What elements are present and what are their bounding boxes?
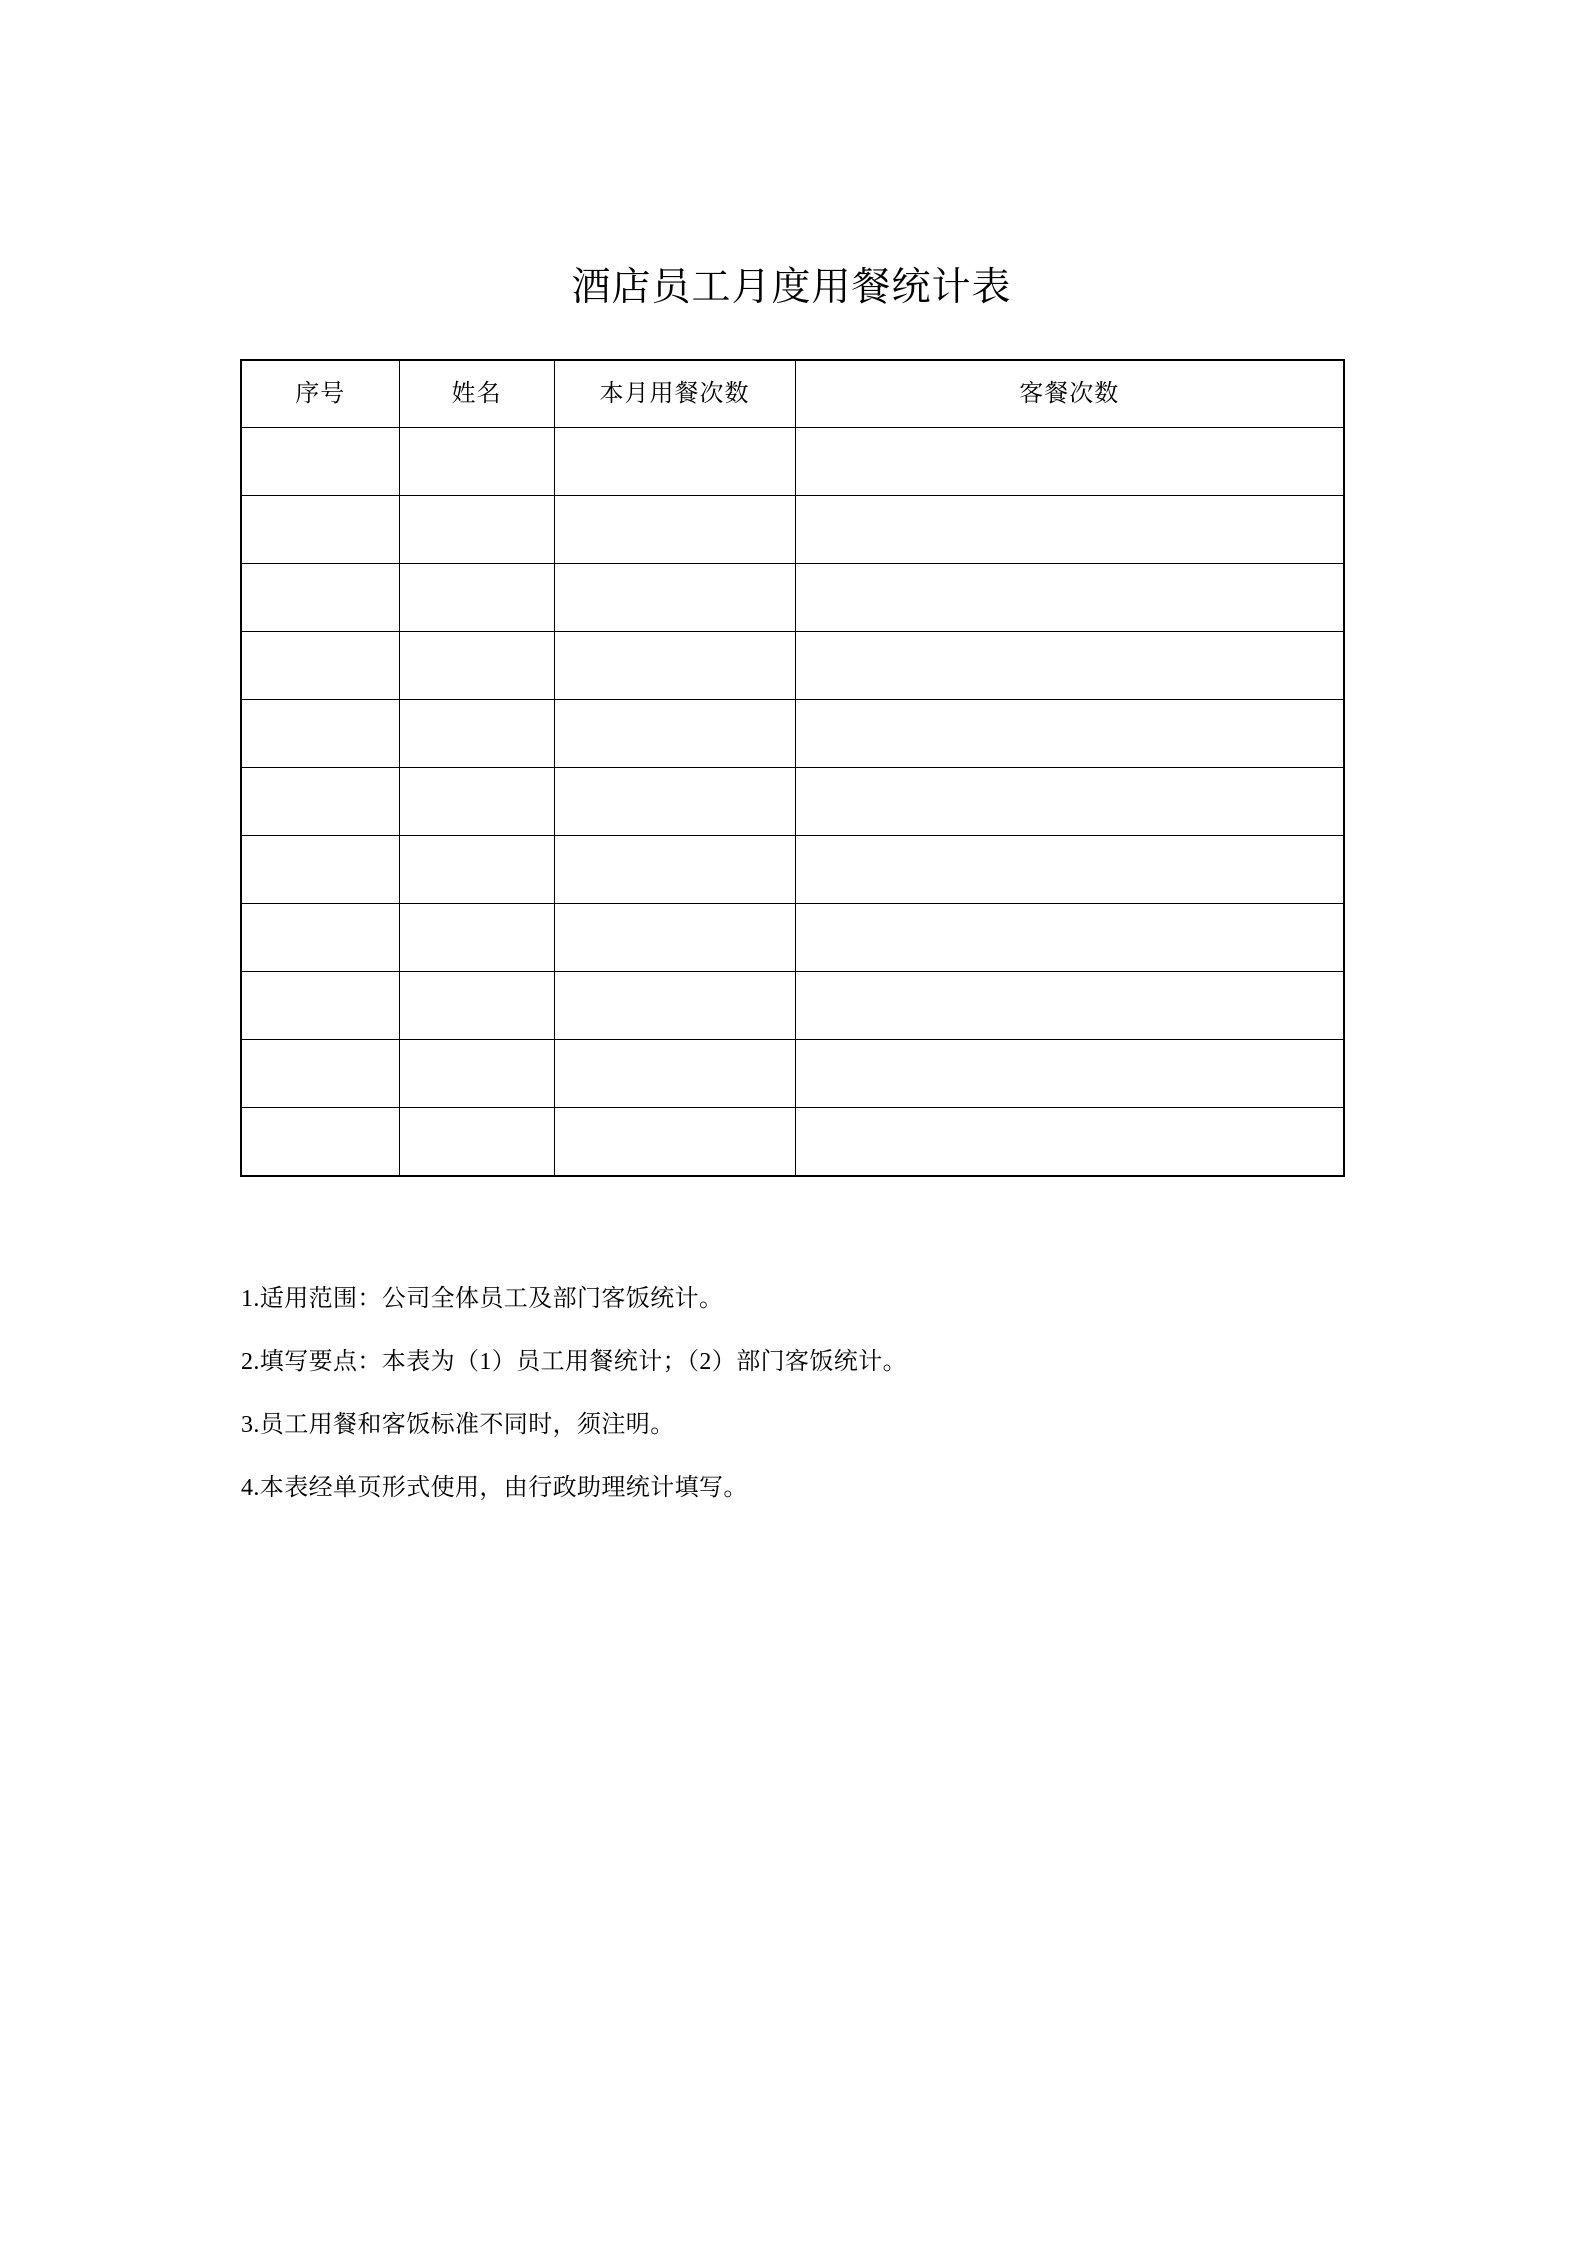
table-cell-name[interactable] bbox=[399, 564, 554, 632]
column-header-guest: 客餐次数 bbox=[795, 360, 1344, 428]
table-cell-guest[interactable] bbox=[795, 632, 1344, 700]
table-cell-meals[interactable] bbox=[554, 564, 795, 632]
table-cell-guest[interactable] bbox=[795, 768, 1344, 836]
table-row bbox=[241, 836, 1344, 904]
page-title: 酒店员工月度用餐统计表 bbox=[571, 266, 1012, 309]
table-cell-guest[interactable] bbox=[795, 972, 1344, 1040]
table-cell-seq[interactable] bbox=[241, 428, 399, 496]
table-row bbox=[241, 564, 1344, 632]
note-line: 4.本表经单页形式使用，由行政助理统计填写。 bbox=[241, 1475, 748, 1501]
table-cell-seq[interactable] bbox=[241, 904, 399, 972]
table-row bbox=[241, 972, 1344, 1040]
table-cell-guest[interactable] bbox=[795, 1108, 1344, 1177]
table-row bbox=[241, 1108, 1344, 1177]
table-cell-meals[interactable] bbox=[554, 972, 795, 1040]
table-cell-seq[interactable] bbox=[241, 564, 399, 632]
table-cell-name[interactable] bbox=[399, 632, 554, 700]
table-cell-name[interactable] bbox=[399, 428, 554, 496]
table-cell-seq[interactable] bbox=[241, 972, 399, 1040]
table-cell-guest[interactable] bbox=[795, 836, 1344, 904]
column-header-meals: 本月用餐次数 bbox=[554, 360, 795, 428]
table-row bbox=[241, 496, 1344, 564]
table-cell-seq[interactable] bbox=[241, 1108, 399, 1177]
table-row bbox=[241, 1040, 1344, 1108]
table-cell-name[interactable] bbox=[399, 768, 554, 836]
column-header-seq: 序号 bbox=[241, 360, 399, 428]
table-cell-guest[interactable] bbox=[795, 428, 1344, 496]
table-cell-name[interactable] bbox=[399, 972, 554, 1040]
table-cell-meals[interactable] bbox=[554, 428, 795, 496]
table-cell-seq[interactable] bbox=[241, 632, 399, 700]
table-row bbox=[241, 632, 1344, 700]
table-cell-seq[interactable] bbox=[241, 700, 399, 768]
notes-section bbox=[241, 1268, 1351, 1520]
table-cell-seq[interactable] bbox=[241, 836, 399, 904]
table-cell-meals[interactable] bbox=[554, 904, 795, 972]
table-cell-guest[interactable] bbox=[795, 564, 1344, 632]
table-cell-guest[interactable] bbox=[795, 496, 1344, 564]
table-cell-guest[interactable] bbox=[795, 1040, 1344, 1108]
table-cell-meals[interactable] bbox=[554, 768, 795, 836]
column-header-name: 姓名 bbox=[399, 360, 554, 428]
table-cell-seq[interactable] bbox=[241, 1040, 399, 1108]
table-body bbox=[241, 428, 1344, 1177]
table-cell-name[interactable] bbox=[399, 904, 554, 972]
table-cell-meals[interactable] bbox=[554, 1040, 795, 1108]
note-line: 3.员工用餐和客饭标准不同时，须注明。 bbox=[241, 1412, 675, 1438]
note-line: 2.填写要点：本表为（1）员工用餐统计；（2）部门客饭统计。 bbox=[241, 1349, 907, 1375]
table-cell-name[interactable] bbox=[399, 1040, 554, 1108]
table-cell-name[interactable] bbox=[399, 836, 554, 904]
table-cell-name[interactable] bbox=[399, 496, 554, 564]
table-row bbox=[241, 428, 1344, 496]
table-row bbox=[241, 700, 1344, 768]
meal-statistics-table bbox=[240, 359, 1345, 1177]
table-cell-meals[interactable] bbox=[554, 1108, 795, 1177]
table-header-row bbox=[241, 360, 1344, 428]
table-cell-guest[interactable] bbox=[795, 700, 1344, 768]
table-cell-name[interactable] bbox=[399, 700, 554, 768]
table-cell-meals[interactable] bbox=[554, 836, 795, 904]
table-cell-meals[interactable] bbox=[554, 700, 795, 768]
note-line: 1.适用范围：公司全体员工及部门客饭统计。 bbox=[241, 1286, 724, 1312]
table-cell-seq[interactable] bbox=[241, 768, 399, 836]
table-cell-meals[interactable] bbox=[554, 496, 795, 564]
table-cell-name[interactable] bbox=[399, 1108, 554, 1177]
table-cell-meals[interactable] bbox=[554, 632, 795, 700]
table-row bbox=[241, 768, 1344, 836]
table-cell-seq[interactable] bbox=[241, 496, 399, 564]
table-row bbox=[241, 904, 1344, 972]
table-cell-guest[interactable] bbox=[795, 904, 1344, 972]
table-header bbox=[241, 360, 1344, 428]
